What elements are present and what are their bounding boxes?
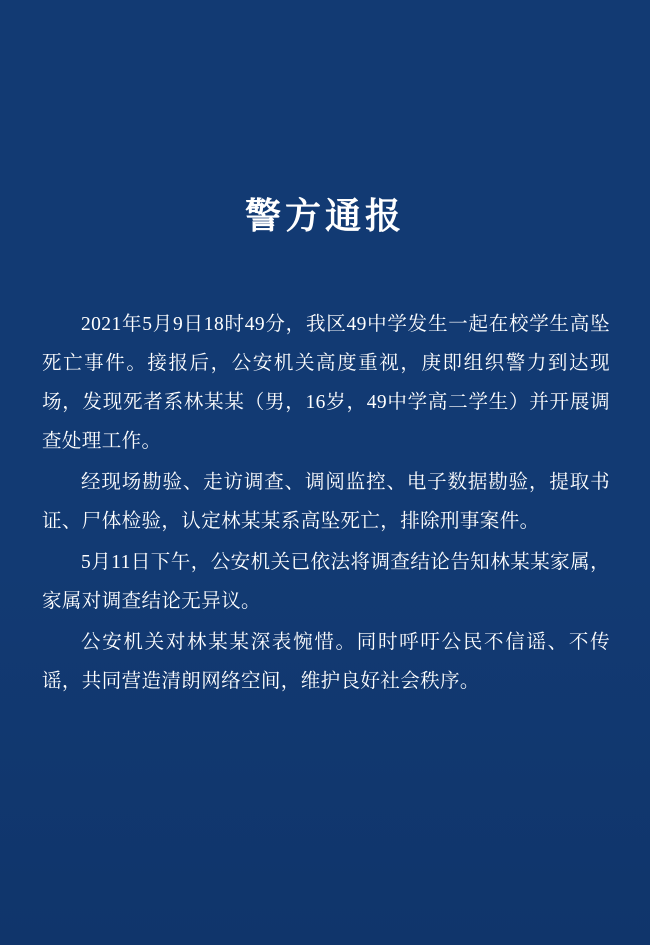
- paragraph: 5月11日下午，公安机关已依法将调查结论告知林某某家属，家属对调查结论无异议。: [42, 552, 610, 612]
- announcement-body: [42, 305, 610, 703]
- paragraph: 2021年5月9日18时49分，我区49中学发生一起在校学生高坠死亡事件。接报后，公安机关高度重视，庚即组织警力到达现场，发现死者系林某某（男，16岁，49中学高二学生）并开展调查处理工作。: [42, 314, 610, 452]
- page-title: 警方通报: [244, 196, 405, 236]
- paragraph: 经现场勘验、走访调查、调阅监控、电子数据勘验，提取书证、尸体检验，认定林某某系高坠死亡，排除刑事案件。: [42, 472, 610, 532]
- paragraph: 公安机关对林某某深表惋惜。同时呼吁公民不信谣、不传谣，共同营造清朗网络空间，维护良好社会秩序。: [42, 632, 610, 692]
